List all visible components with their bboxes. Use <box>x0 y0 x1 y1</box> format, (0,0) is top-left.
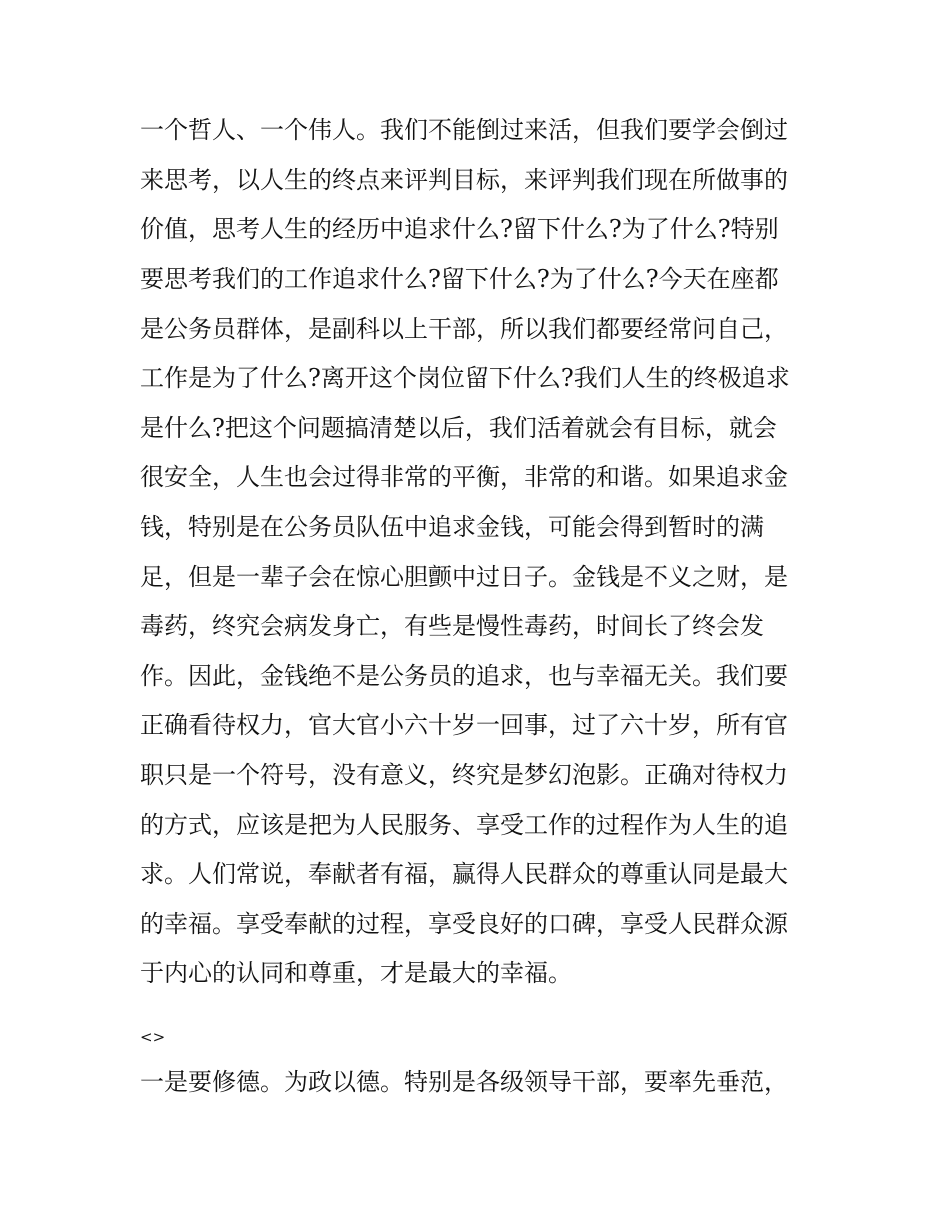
paragraph-line: 作。因此，金钱绝不是公务员的追求，也与幸福无关。我们要 <box>140 662 788 690</box>
paragraph-line: 很安全，人生也会过得非常的平衡，非常的和谐。如果追求金 <box>140 463 788 491</box>
paragraph-line: 一个哲人、一个伟人。我们不能倒过来活，但我们要学会倒过 <box>140 116 788 144</box>
paragraph-line: 求。人们常说，奉献者有福，赢得人民群众的尊重认同是最大 <box>140 860 788 888</box>
paragraph-line: 于内心的认同和尊重，才是最大的幸福。 <box>140 959 572 987</box>
paragraph-line: 价值，思考人生的经历中追求什么?留下什么?为了什么?特别 <box>140 215 779 243</box>
paragraph-line: 要思考我们的工作追求什么?留下什么?为了什么?今天在座都 <box>140 265 779 293</box>
paragraph-line: 钱，特别是在公务员队伍中追求金钱，可能会得到暂时的满 <box>140 513 764 541</box>
paragraph-line: 工作是为了什么?离开这个岗位留下什么?我们人生的终极追求 <box>140 364 790 392</box>
paragraph-line: 正确看待权力，官大官小六十岁一回事，过了六十岁，所有官 <box>140 711 788 739</box>
paragraph-line: 的幸福。享受奉献的过程，享受良好的口碑，享受人民群众源 <box>140 910 788 938</box>
paragraph-line: 足，但是一辈子会在惊心胆颤中过日子。金钱是不义之财，是 <box>140 563 788 591</box>
next-paragraph-line: 一是要修德。为政以德。特别是各级领导干部，要率先垂范， <box>140 1068 788 1096</box>
paragraph-line: 是什么?把这个问题搞清楚以后，我们活着就会有目标，就会 <box>140 414 777 442</box>
paragraph-line: 是公务员群体，是副科以上干部，所以我们都要经常问自己， <box>140 315 788 343</box>
section-marker: <> <box>140 1028 166 1046</box>
paragraph-line: 职只是一个符号，没有意义，终究是梦幻泡影。正确对待权力 <box>140 761 788 789</box>
paragraph-line: 来思考，以人生的终点来评判目标，来评判我们现在所做事的 <box>140 166 788 194</box>
paragraph-line: 毒药，终究会病发身亡，有些是慢性毒药，时间长了终会发 <box>140 612 764 640</box>
paragraph-line: 的方式，应该是把为人民服务、享受工作的过程作为人生的追 <box>140 811 788 839</box>
